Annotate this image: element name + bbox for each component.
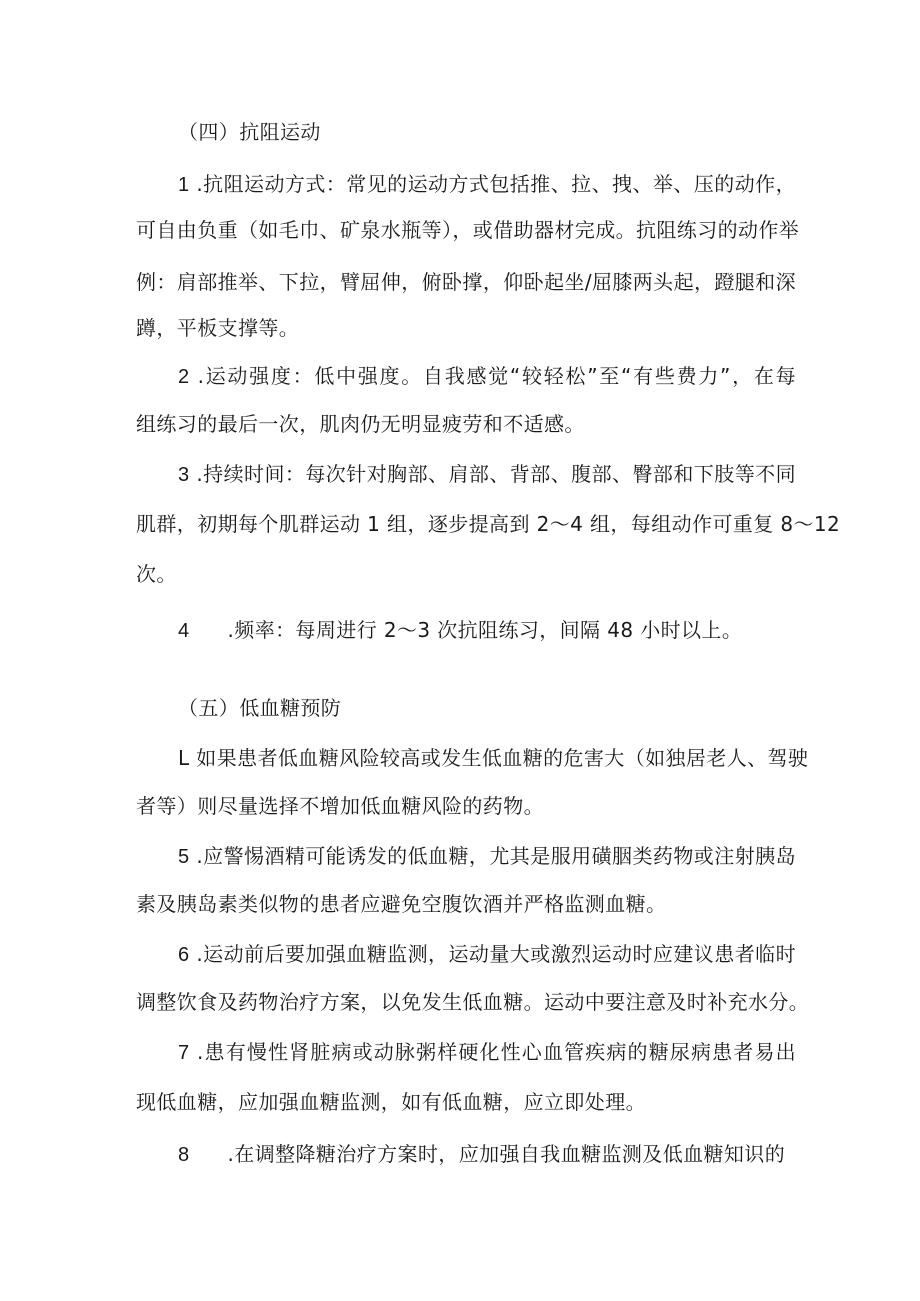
item-7-line-1 <box>178 1038 796 1067</box>
item-3-line-3: 次。 <box>136 562 177 586</box>
item-2-line-1 <box>178 362 796 391</box>
item-7-number: 7 <box>178 1042 190 1064</box>
item-1-line-4: 蹲，平板支撑等。 <box>136 316 300 340</box>
item-8-number: 8 <box>178 1144 190 1166</box>
item-1-line-2: 可自由负重（如毛巾、矿泉水瓶等），或借助器材完成。抗阻练习的动作举 <box>136 218 800 242</box>
item-3-text: .持续时间：每次针对胸部、肩部、背部、腹部、臀部和下肢等不同 <box>189 462 796 486</box>
item-6-text: .运动前后要加强血糖监测，运动量大或激烈运动时应建议患者临时 <box>189 942 796 966</box>
item-4-text: .频率：每周进行 2～3 次抗阻练习，间隔 48 小时以上。 <box>227 618 743 642</box>
item-7-line-2: 现低血糖，应加强血糖监测，如有低血糖，应立即处理。 <box>136 1090 646 1114</box>
item-5-line-1 <box>178 842 796 871</box>
item-1-text: .抗阻运动方式：常见的运动方式包括推、拉、拽、举、压的动作， <box>189 172 796 196</box>
item-7-text: .患有慢性肾脏病或动脉粥样硬化性心血管疾病的糖尿病患者易出 <box>189 1040 796 1064</box>
item-5-number: 5 <box>178 846 190 868</box>
item-8-text: .在调整降糖治疗方案时，应加强自我血糖监测及低血糖知识的 <box>227 1142 786 1166</box>
item-1-line-1 <box>178 170 796 199</box>
item-L-line-2: 者等）则尽量选择不增加低血糖风险的药物。 <box>136 794 544 818</box>
section-heading-4: （四）抗阻运动 <box>178 120 321 144</box>
item-6-line-2: 调整饮食及药物治疗方案，以免发生低血糖。运动中要注意及时补充水分。 <box>136 990 810 1014</box>
item-L-line-1: L 如果患者低血糖风险较高或发生低血糖的危害大（如独居老人、驾驶 <box>178 746 809 770</box>
item-1-line-3: 例：肩部推举、下拉，臂屈伸，俯卧撑，仰卧起坐/屈膝两头起，蹬腿和深 <box>136 270 796 294</box>
item-2-text: .运动强度：低中强度。自我感觉“较轻松”至“有些费力”，在每 <box>189 364 796 388</box>
item-3-line-2: 肌群，初期每个肌群运动 1 组，逐步提高到 2～4 组，每组动作可重复 8～12 <box>136 512 841 536</box>
item-4-line <box>178 616 838 645</box>
item-2-number: 2 <box>178 366 190 388</box>
item-1-number: 1 <box>178 174 190 196</box>
item-8-line <box>178 1140 838 1169</box>
item-3-line-1 <box>178 460 796 489</box>
item-5-line-2: 素及胰岛素类似物的患者应避免空腹饮酒并严格监测血糖。 <box>136 892 667 916</box>
item-3-number: 3 <box>178 464 190 486</box>
item-4-number: 4 <box>178 620 190 642</box>
item-2-line-2: 组练习的最后一次，肌肉仍无明显疲劳和不适感。 <box>136 412 585 436</box>
item-6-number: 6 <box>178 944 190 966</box>
item-5-text: .应警惕酒精可能诱发的低血糖，尤其是服用磺胭类药物或注射胰岛 <box>189 844 796 868</box>
item-6-line-1 <box>178 940 796 969</box>
section-heading-5: （五）低血糖预防 <box>178 696 342 720</box>
